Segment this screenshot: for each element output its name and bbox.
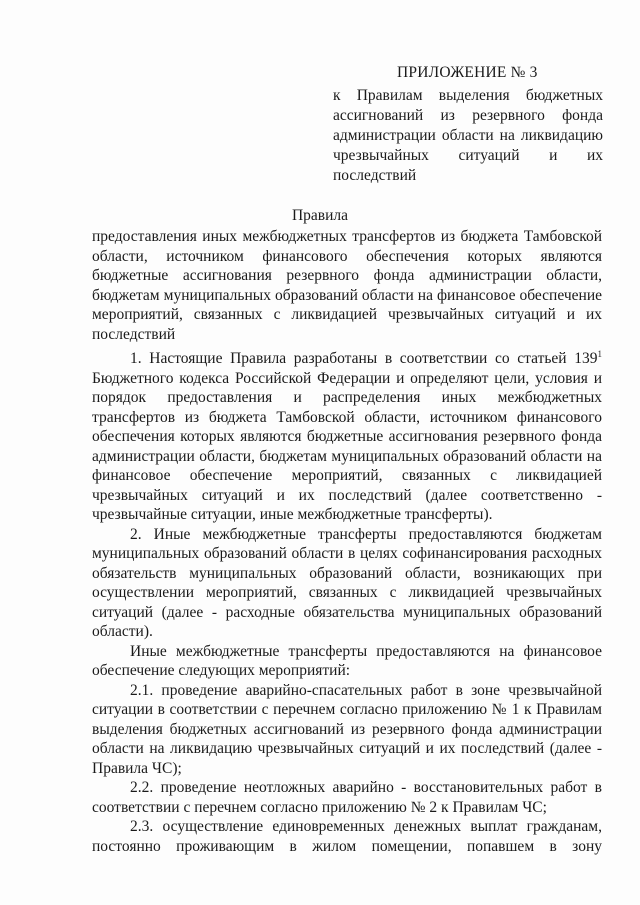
paragraph-1-rest: Бюджетного кодекса Российской Федерации и определяют цели, условия и порядок предоставления и распределения иных межбюджетных трансфертов из бюджета Тамбовской области, источником финансового обеспечения которых являются бюджетные ассигнования резервного фонда администрации области, бюджетам муниципальных образований области на финансовое обеспечение мероприятий, связанных с ликвидацией чрезвычайных ситуаций и их последствий (далее соответственно - чрезвычайные ситуации, иные межбюджетные трансферты).: [92, 369, 602, 524]
document-subtitle: предоставления иных межбюджетных трансфертов из бюджета Тамбовской области, источником финансового обеспечения которых являются бюджетные ассигнования резервного фонда администрации области, бюджетам муниципальных образований области на финансовое обеспечение мероприятий, связанных с ликвидацией чрезвычайных ситуаций и их последствий: [92, 228, 602, 343]
paragraph-2-2: 2.2. проведение неотложных аварийно - восстановительных работ в соответствии с перечнем согласно приложению № 2 к Правилам ЧС;: [92, 779, 602, 816]
paragraph-1: [92, 345, 602, 525]
paragraph-2-3: 2.3. осуществление единовременных денежных выплат гражданам, постоянно проживающим в жилом помещении, попавшем в зону: [92, 818, 602, 855]
paragraph-2: 2. Иные межбюджетные трансферты предоставляются бюджетам муниципальных образований области в целях софинансирования расходных обязательств муниципальных образований области, возникающих при осуществлении мероприятий, связанных с ликвидацией чрезвычайных ситуаций (далее - расходные обязательства муниципальных образований области).: [92, 525, 602, 641]
paragraph-1-start: 1. Настоящие Правила разработаны в соответствии со статьей 139: [130, 350, 598, 368]
paragraph-3: Иные межбюджетные трансферты предоставляются на финансовое обеспечение следующих мероприятий:: [92, 642, 602, 680]
paragraph-2-1: 2.1. проведение аварийно-спасательных работ в зоне чрезвычайной ситуации в соответствии с перечнем согласно приложению № 1 к Правилам выделения бюджетных ассигнований из резервного фонда администрации области на ликвидацию чрезвычайных ситуаций и их последствий (далее - Правила ЧС);: [92, 681, 602, 777]
article-superscript: 1: [597, 349, 602, 359]
document-body: [92, 345, 602, 856]
document-title: Правила: [291, 207, 349, 224]
appendix-subtitle: к Правилам выделения бюджетных ассигнований из резервного фонда администрации области на ликвидацию чрезвычайных ситуаций и их последствий: [333, 87, 603, 184]
appendix-title: ПРИЛОЖЕНИЕ № 3: [397, 64, 538, 81]
